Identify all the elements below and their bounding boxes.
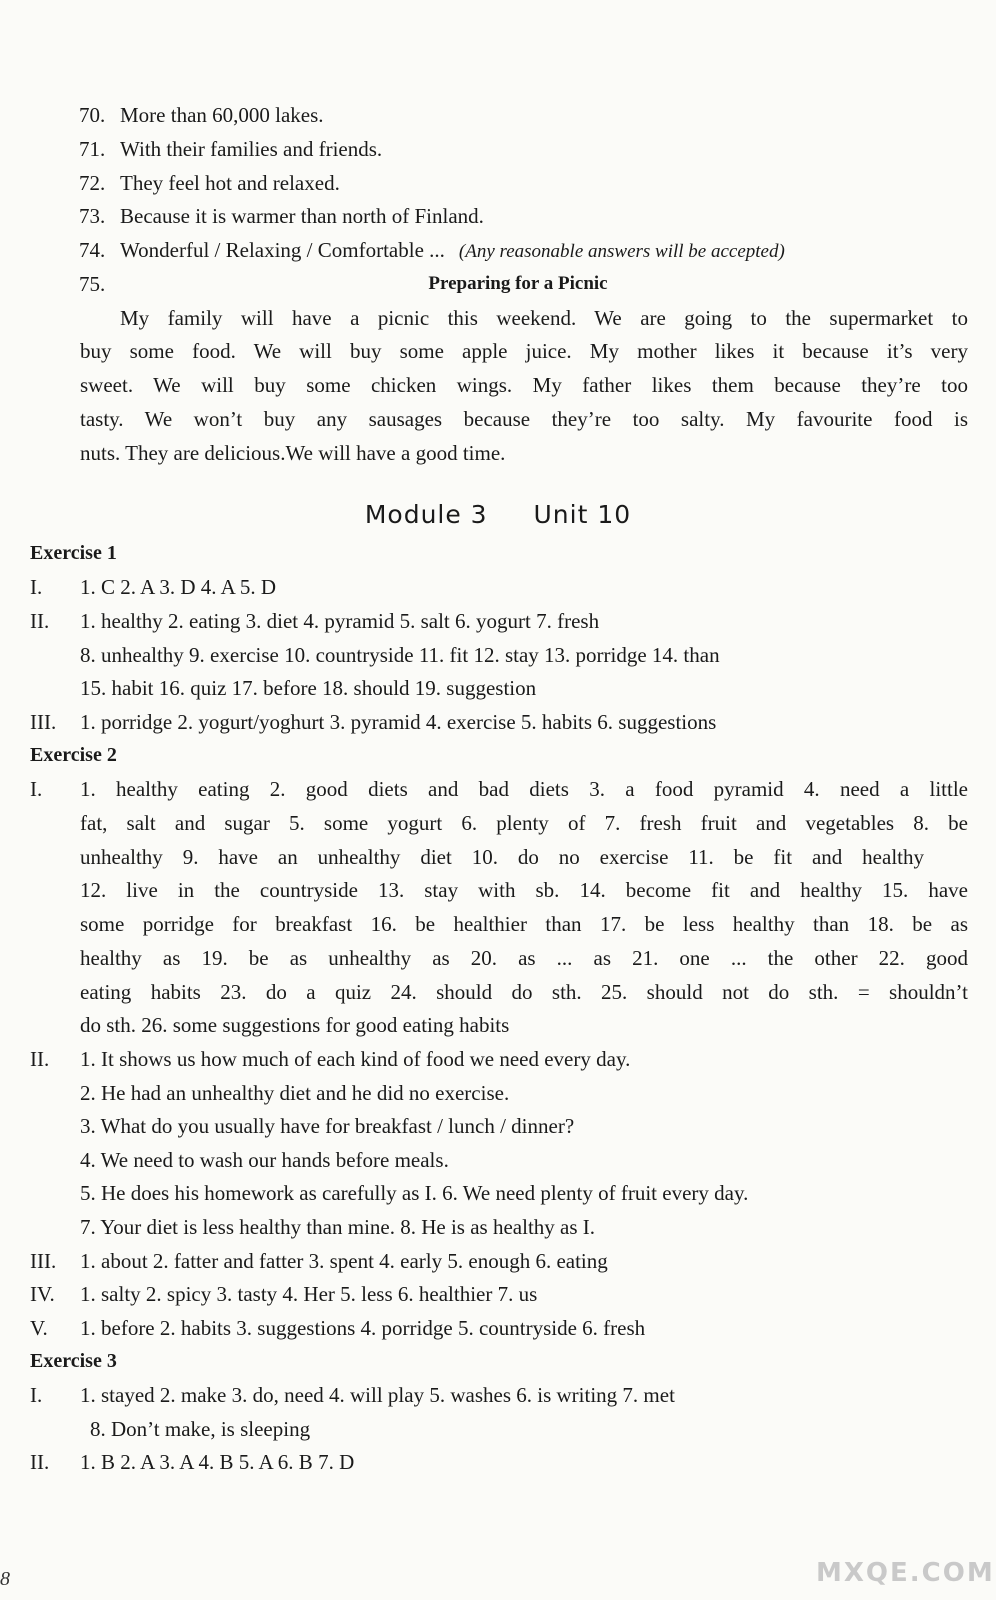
answer-line: unhealthy 9. have an unhealthy diet 10. do no exercise 11. be fit and healthy [80,845,924,869]
paragraph-line: sweet. We will buy some chicken wings. My father likes them because they’re too [80,373,968,397]
answer-line: 8. unhealthy 9. exercise 10. countryside 11. fit 12. stay 13. porridge 14. than [80,643,720,667]
watermark-logo: MXQE.COM [816,1558,995,1588]
answer-text: With their families and friends. [120,137,383,161]
answer-text: More than 60,000 lakes. [120,103,324,127]
paragraph-line: nuts. They are delicious.We will have a good time. [80,441,506,465]
picnic-title: Preparing for a Picnic [428,273,608,294]
answer-line: 1. healthy 2. eating 3. diet 4. pyramid 5. salt 6. yogurt 7. fresh [80,609,600,633]
answer-line: eating habits 23. do a quiz 24. should do sth. 25. should not do sth. = shouldn’t [80,980,968,1004]
paragraph-line: buy some food. We will buy some apple juice. My mother likes it because it’s very [80,339,968,363]
module-label: Module 3 [364,500,488,529]
module-title [0,500,996,529]
paragraph-line: My family will have a picnic this weekend. We are going to the supermarket to [120,306,968,330]
answer-line: some porridge for breakfast 16. be healthier than 17. be less healthy than 18. be as [80,912,968,936]
section-label: II. [30,1450,50,1474]
section-label: II. [30,1047,50,1071]
answer-line: 5. He does his homework as carefully as I. 6. We need plenty of fruit every day. [80,1181,749,1205]
answer-line: fat, salt and sugar 5. some yogurt 6. plenty of 7. fresh fruit and vegetables 8. be [80,811,968,835]
answer-number: 74. [79,238,106,262]
unit-label: Unit 10 [533,500,632,529]
section-label: V. [30,1316,48,1340]
exercise-heading: Exercise 1 [30,542,117,564]
answer-line [120,235,785,267]
answer-line: 1. porridge 2. yogurt/yoghurt 3. pyramid 4. exercise 5. habits 6. suggestions [80,710,717,734]
paragraph-line: tasty. We won’t buy any sausages because they’re too salty. My favourite food is [80,407,968,431]
page-number: 8 [0,1568,10,1590]
answer-line: healthy as 19. be as unhealthy as 20. as ... as 21. one ... the other 22. good [80,946,968,970]
answer-number: 73. [79,204,106,228]
section-label: III. [30,1249,57,1273]
answer-line: 1. about 2. fatter and fatter 3. spent 4. early 5. enough 6. eating [80,1249,608,1273]
answer-line: 1. before 2. habits 3. suggestions 4. porridge 5. countryside 6. fresh [80,1316,646,1340]
answer-line: do sth. 26. some suggestions for good eating habits [80,1013,510,1037]
answer-line: 1. It shows us how much of each kind of food we need every day. [80,1047,631,1071]
answer-number: 75. [79,272,106,296]
section-label: I. [30,1383,43,1407]
answer-number: 71. [79,137,106,161]
answer-line: 1. stayed 2. make 3. do, need 4. will play 5. washes 6. is writing 7. met [80,1383,675,1407]
answer-line: 1. C 2. A 3. D 4. A 5. D [80,575,277,599]
answer-text: Wonderful / Relaxing / Comfortable ... [120,238,445,262]
exercise-heading: Exercise 2 [30,744,117,766]
answer-text: Because it is warmer than north of Finland. [120,204,484,228]
answer-line: 2. He had an unhealthy diet and he did no exercise. [80,1081,510,1105]
answer-number: 72. [79,171,106,195]
section-label: I. [30,575,43,599]
section-label: II. [30,609,50,633]
answer-line: 3. What do you usually have for breakfast / lunch / dinner? [80,1114,575,1138]
answer-line: 1. healthy eating 2. good diets and bad diets 3. a food pyramid 4. need a little [80,777,968,801]
answer-note: (Any reasonable answers will be accepted) [458,241,785,262]
section-label: I. [30,777,43,801]
answer-text: They feel hot and relaxed. [120,171,340,195]
section-label: IV. [30,1282,55,1306]
answer-line: 12. live in the countryside 13. stay with sb. 14. become fit and healthy 15. have [80,878,968,902]
answer-line: 15. habit 16. quiz 17. before 18. should 19. suggestion [80,676,537,700]
answer-line: 1. B 2. A 3. A 4. B 5. A 6. B 7. D [80,1450,355,1474]
answer-line: 8. Don’t make, is sleeping [90,1417,311,1441]
answer-line: 4. We need to wash our hands before meals. [80,1148,449,1172]
exercise-heading: Exercise 3 [30,1350,117,1372]
section-label: III. [30,710,57,734]
answer-number: 70. [79,103,106,127]
answer-line: 1. salty 2. spicy 3. tasty 4. Her 5. less 6. healthier 7. us [80,1282,538,1306]
answer-line: 7. Your diet is less healthy than mine. 8. He is as healthy as I. [80,1215,596,1239]
